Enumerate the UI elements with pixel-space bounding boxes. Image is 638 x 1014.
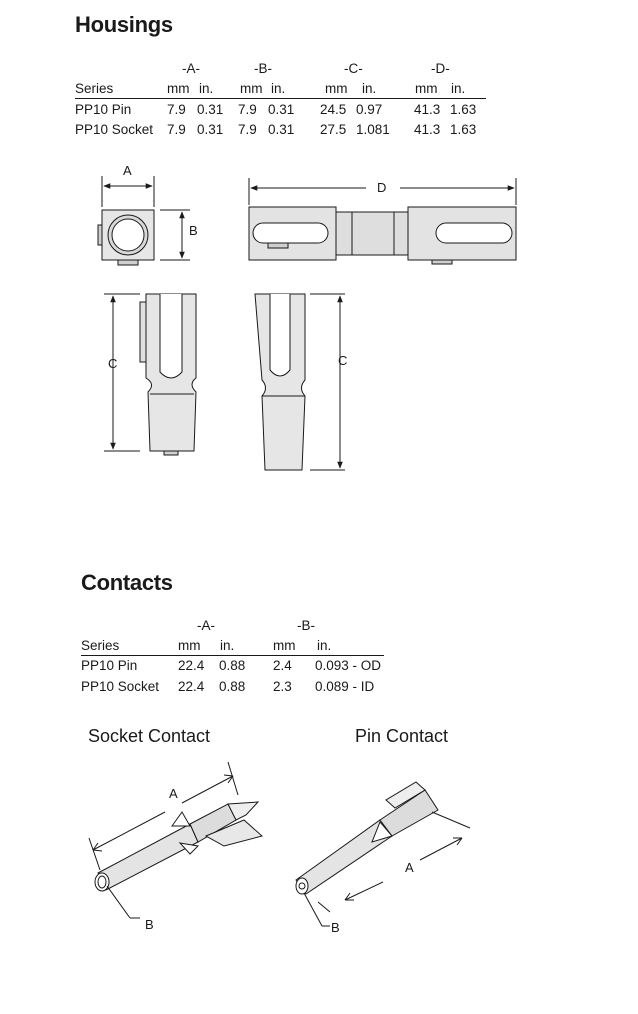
cell-value: 1.63 [450, 102, 477, 117]
cell-value: 2.4 [273, 658, 292, 673]
unit-header: in. [362, 81, 377, 96]
dim-label-d: D [377, 180, 387, 195]
cell-value: 1.63 [450, 122, 477, 137]
dim-label-c: C [338, 353, 348, 368]
unit-header: in. [451, 81, 466, 96]
cell-value: 41.3 [414, 102, 441, 117]
row-series: PP10 Socket [81, 679, 160, 694]
pin-contact-drawing [296, 782, 470, 926]
cell-value: 7.9 [238, 102, 257, 117]
unit-header: mm [415, 81, 438, 96]
group-header-c: -C- [344, 61, 363, 76]
pin-dim-label-b: B [331, 920, 340, 935]
cell-value: 0.093 - OD [315, 658, 382, 673]
cell-value: 27.5 [320, 122, 347, 137]
cell-value: 41.3 [414, 122, 441, 137]
contacts-title: Contacts [81, 570, 173, 595]
cell-value: 2.3 [273, 679, 292, 694]
cell-value: 22.4 [178, 679, 205, 694]
pin-contact-title: Pin Contact [355, 726, 449, 746]
unit-header: mm [167, 81, 190, 96]
unit-header: mm [240, 81, 263, 96]
series-header: Series [75, 81, 114, 96]
cell-value: 7.9 [167, 102, 186, 117]
row-series: PP10 Pin [75, 102, 132, 117]
socket-dim-label-a: A [169, 786, 178, 801]
dim-label-c: C [108, 356, 118, 371]
cell-value: 0.31 [197, 122, 224, 137]
cell-value: 0.88 [219, 658, 246, 673]
socket-contact-title: Socket Contact [88, 726, 211, 746]
cell-value: 0.88 [219, 679, 246, 694]
cell-value: 1.081 [356, 122, 390, 137]
group-header-b: -B- [254, 61, 272, 76]
cell-value: 0.97 [356, 102, 383, 117]
series-header: Series [81, 638, 120, 653]
unit-header: in. [271, 81, 286, 96]
dim-label-b: B [189, 223, 198, 238]
unit-header: in. [199, 81, 214, 96]
cell-value: 0.31 [268, 102, 295, 117]
cell-value: 0.31 [268, 122, 295, 137]
cell-value: 7.9 [167, 122, 186, 137]
group-header-b: -B- [297, 618, 315, 633]
cell-value: 0.31 [197, 102, 224, 117]
socket-dim-label-b: B [145, 917, 154, 932]
group-header-a: -A- [182, 61, 200, 76]
cell-value: 24.5 [320, 102, 347, 117]
housings-title: Housings [75, 12, 173, 37]
pin-dim-label-a: A [405, 860, 414, 875]
cell-value: 22.4 [178, 658, 205, 673]
dim-label-a: A [123, 163, 132, 178]
unit-header: in. [220, 638, 235, 653]
unit-header: mm [325, 81, 348, 96]
cell-value: 0.089 - ID [315, 679, 375, 694]
unit-header: in. [317, 638, 332, 653]
group-header-a: -A- [197, 618, 215, 633]
unit-header: mm [273, 638, 296, 653]
group-header-d: -D- [431, 61, 450, 76]
row-series: PP10 Socket [75, 122, 154, 137]
row-series: PP10 Pin [81, 658, 138, 673]
cell-value: 7.9 [238, 122, 257, 137]
unit-header: mm [178, 638, 201, 653]
